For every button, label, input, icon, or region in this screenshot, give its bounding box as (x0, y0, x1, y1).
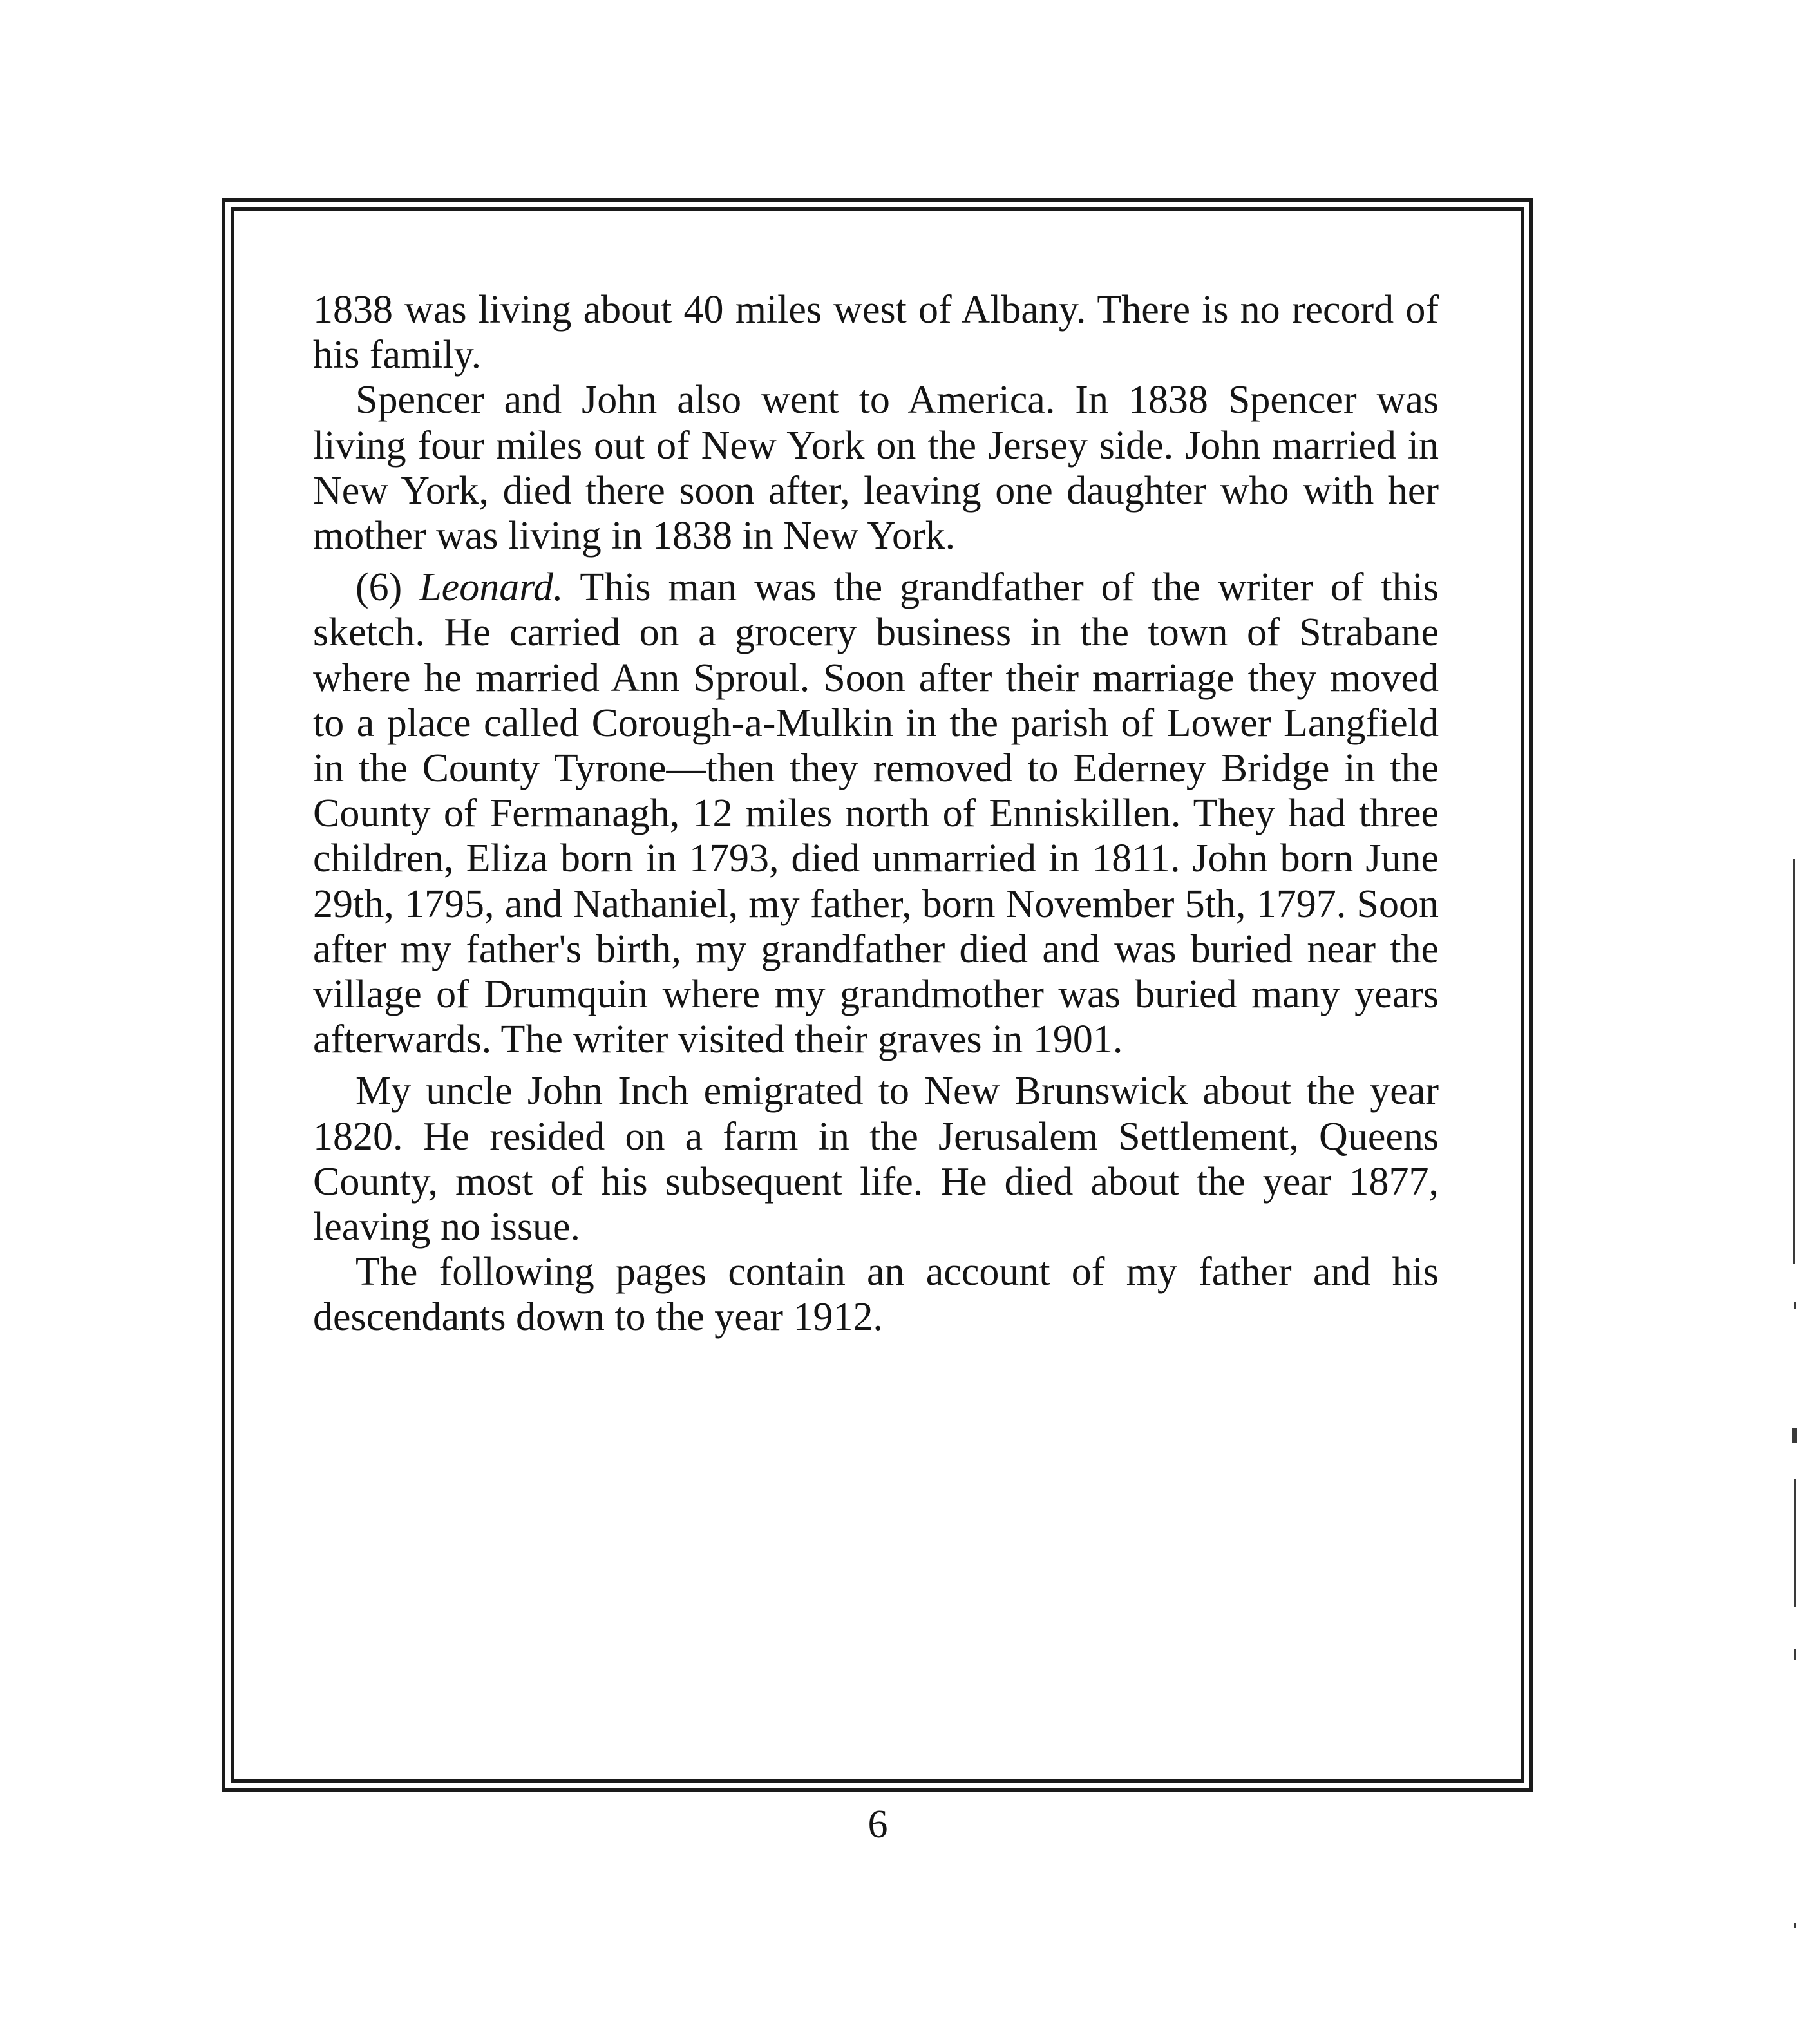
section-number: (6) (355, 565, 403, 610)
paragraph-5: The following pages contain an account of my father and his descendants down to the year 1912. (313, 1250, 1439, 1340)
scan-edge-mark (1794, 1479, 1796, 1607)
paragraph-4: My uncle John Inch emigrated to New Brunswick about the year 1820. He resided on a farm in the Jerusalem Settlement, Queens County, most of his subsequent life. He died about the year 1877, leaving no issue. (313, 1069, 1439, 1249)
page-number: 6 (867, 1803, 888, 1846)
scan-edge-mark (1792, 1428, 1797, 1443)
scan-edge-mark (1794, 1302, 1796, 1309)
body-text (313, 287, 1439, 1340)
scan-edge-mark (1794, 1649, 1796, 1660)
scan-edge-mark (1794, 1923, 1796, 1928)
section-name: Leonard. (419, 565, 564, 610)
paragraph-3 (313, 565, 1439, 1062)
scan-edge-mark (1793, 859, 1795, 1264)
paragraph-2: Spencer and John also went to America. In 1838 Spencer was living four miles out of New York on the Jersey side. John married in New York, died there soon after, leaving one daughter who with her mother was living in 1838 in New York. (313, 378, 1439, 558)
paragraph-3-text: This man was the grandfather of the writer of this sketch. He carried on a grocery business in the town of Strabane where he married Ann Sproul. Soon after their marriage they moved to a place called Corough-a-Mulkin in the parish of Lower Langfield in the County Tyrone—then they removed to Ederney Bridge in the County of Fermanagh, 12 miles north of Enniskillen. They had three children, Eliza born in 1793, died unmarried in 1811. John born June 29th, 1795, and Nathaniel, my father, born November 5th, 1797. Soon after my father's birth, my grandfather died and was buried near the village of Drumquin where my grandmother was buried many years afterwards. The writer visited their graves in 1901. (313, 565, 1439, 1062)
paragraph-1: 1838 was living about 40 miles west of Albany. There is no record of his family. (313, 288, 1439, 377)
